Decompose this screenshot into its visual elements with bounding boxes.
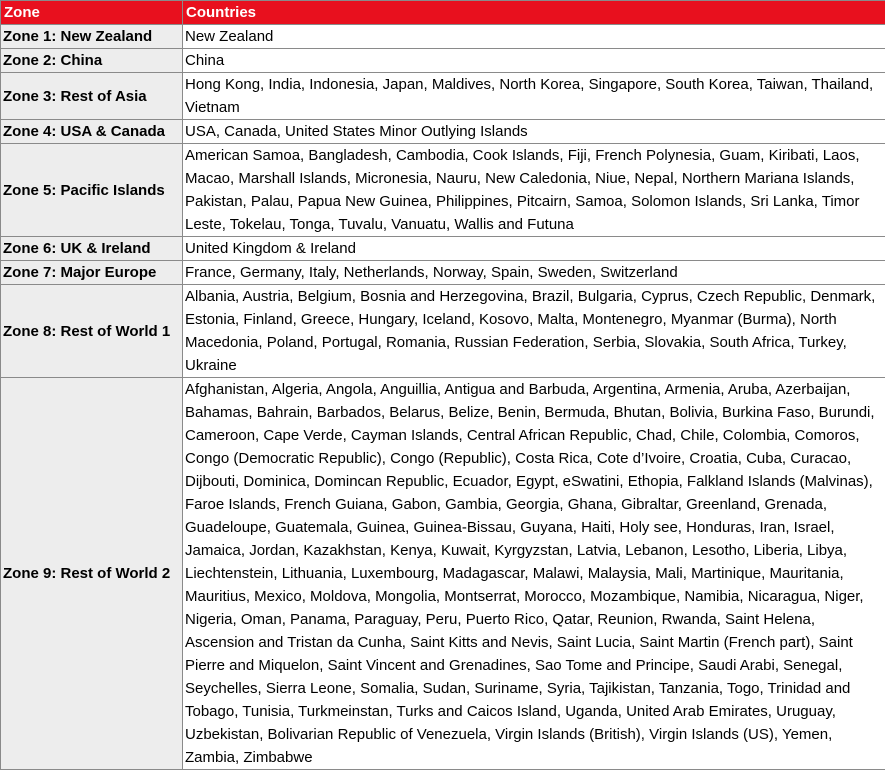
zone-name: Zone 1: New Zealand [1, 25, 183, 49]
countries-column-header: Countries [183, 1, 885, 25]
table-row [1, 285, 885, 378]
zone-countries: China [183, 49, 885, 73]
zone-name: Zone 7: Major Europe [1, 261, 183, 285]
zone-name: Zone 6: UK & Ireland [1, 237, 183, 261]
zone-countries: United Kingdom & Ireland [183, 237, 885, 261]
zone-name: Zone 3: Rest of Asia [1, 73, 183, 120]
zone-column-header: Zone [1, 1, 183, 25]
zone-countries: Hong Kong, India, Indonesia, Japan, Maldives, North Korea, Singapore, South Korea, Taiwan, Thailand, Vietnam [183, 73, 885, 120]
header-row [1, 1, 885, 25]
table-row [1, 120, 885, 144]
zone-countries: Albania, Austria, Belgium, Bosnia and Herzegovina, Brazil, Bulgaria, Cyprus, Czech Republic, Denmark, Estonia, Finland, Greece, Hungary, Iceland, Kosovo, Malta, Montenegro, Myanmar (Burma), North Macedonia, Poland, Portugal, Romania, Russian Federation, Serbia, Slovakia, South Africa, Turkey, Ukraine [183, 285, 885, 378]
table-row [1, 73, 885, 120]
zone-countries: American Samoa, Bangladesh, Cambodia, Cook Islands, Fiji, French Polynesia, Guam, Kiribati, Laos, Macao, Marshall Islands, Micronesia, Nauru, New Caledonia, Niue, Nepal, Northern Mariana Islands, Pakistan, Palau, Papua New Guinea, Philippines, Pitcairn, Samoa, Solomon Islands, Sri Lanka, Timor Leste, Tokelau, Tonga, Tuvalu, Vanuatu, Wallis and Futuna [183, 144, 885, 237]
zone-name: Zone 5: Pacific Islands [1, 144, 183, 237]
zone-name: Zone 9: Rest of World 2 [1, 378, 183, 770]
zone-name: Zone 4: USA & Canada [1, 120, 183, 144]
table-row [1, 378, 885, 770]
table-row [1, 261, 885, 285]
table-row [1, 25, 885, 49]
zone-countries: USA, Canada, United States Minor Outlying Islands [183, 120, 885, 144]
zone-countries: New Zealand [183, 25, 885, 49]
zone-countries: France, Germany, Italy, Netherlands, Norway, Spain, Sweden, Switzerland [183, 261, 885, 285]
zone-countries: Afghanistan, Algeria, Angola, Anguillia, Antigua and Barbuda, Argentina, Armenia, Aruba, Azerbaijan, Bahamas, Bahrain, Barbados, Belarus, Belize, Benin, Bermuda, Bhutan, Bolivia, Burkina Faso, Burundi, Cameroon, Cape Verde, Cayman Islands, Central African Republic, Chad, Chile, Colombia, Comoros, Congo (Democratic Republic), Congo (Republic), Costa Rica, Cote d’Ivoire, Croatia, Cuba, Curacao, Dijbouti, Dominica, Domincan Republic, Ecuador, Egypt, eSwatini, Ethopia, Falkland Islands (Malvinas), Faroe Islands, French Guiana, Gabon, Gambia, Georgia, Ghana, Gibraltar, Greenland, Grenada, Guadeloupe, Guatemala, Guinea, Guinea-Bissau, Guyana, Haiti, Holy see, Honduras, Iran, Israel, Jamaica, Jordan, Kazakhstan, Kenya, Kuwait, Kyrgyzstan, Latvia, Lebanon, Lesotho, Liberia, Libya, Liechtenstein, Lithuania, Luxembourg, Madagascar, Malawi, Malaysia, Mali, Martinique, Mauritania, Mauritius, Mexico, Moldova, Mongolia, Montserrat, Morocco, Mozambique, Namibia, Nicaragua, Niger, Nigeria, Oman, Panama, Paraguay, Peru, Puerto Rico, Qatar, Reunion, Rwanda, Saint Helena, Ascension and Tristan da Cunha, Saint Kitts and Nevis, Saint Lucia, Saint Martin (French part), Saint Pierre and Miquelon, Saint Vincent and Grenadines, Sao Tome and Principe, Saudi Arabi, Senegal, Seychelles, Sierra Leone, Somalia, Sudan, Suriname, Syria, Tajikistan, Tanzania, Togo, Trinidad and Tobago, Tunisia, Turkmeinstan, Turks and Caicos Island, Uganda, United Arab Emirates, Uruguay, Uzbekistan, Bolivarian Republic of Venezuela, Virgin Islands (British), Virgin Islands (US), Yemen, Zambia, Zimbabwe [183, 378, 885, 770]
table-row [1, 144, 885, 237]
zone-name: Zone 2: China [1, 49, 183, 73]
zone-name: Zone 8: Rest of World 1 [1, 285, 183, 378]
table-row [1, 49, 885, 73]
table-row [1, 237, 885, 261]
